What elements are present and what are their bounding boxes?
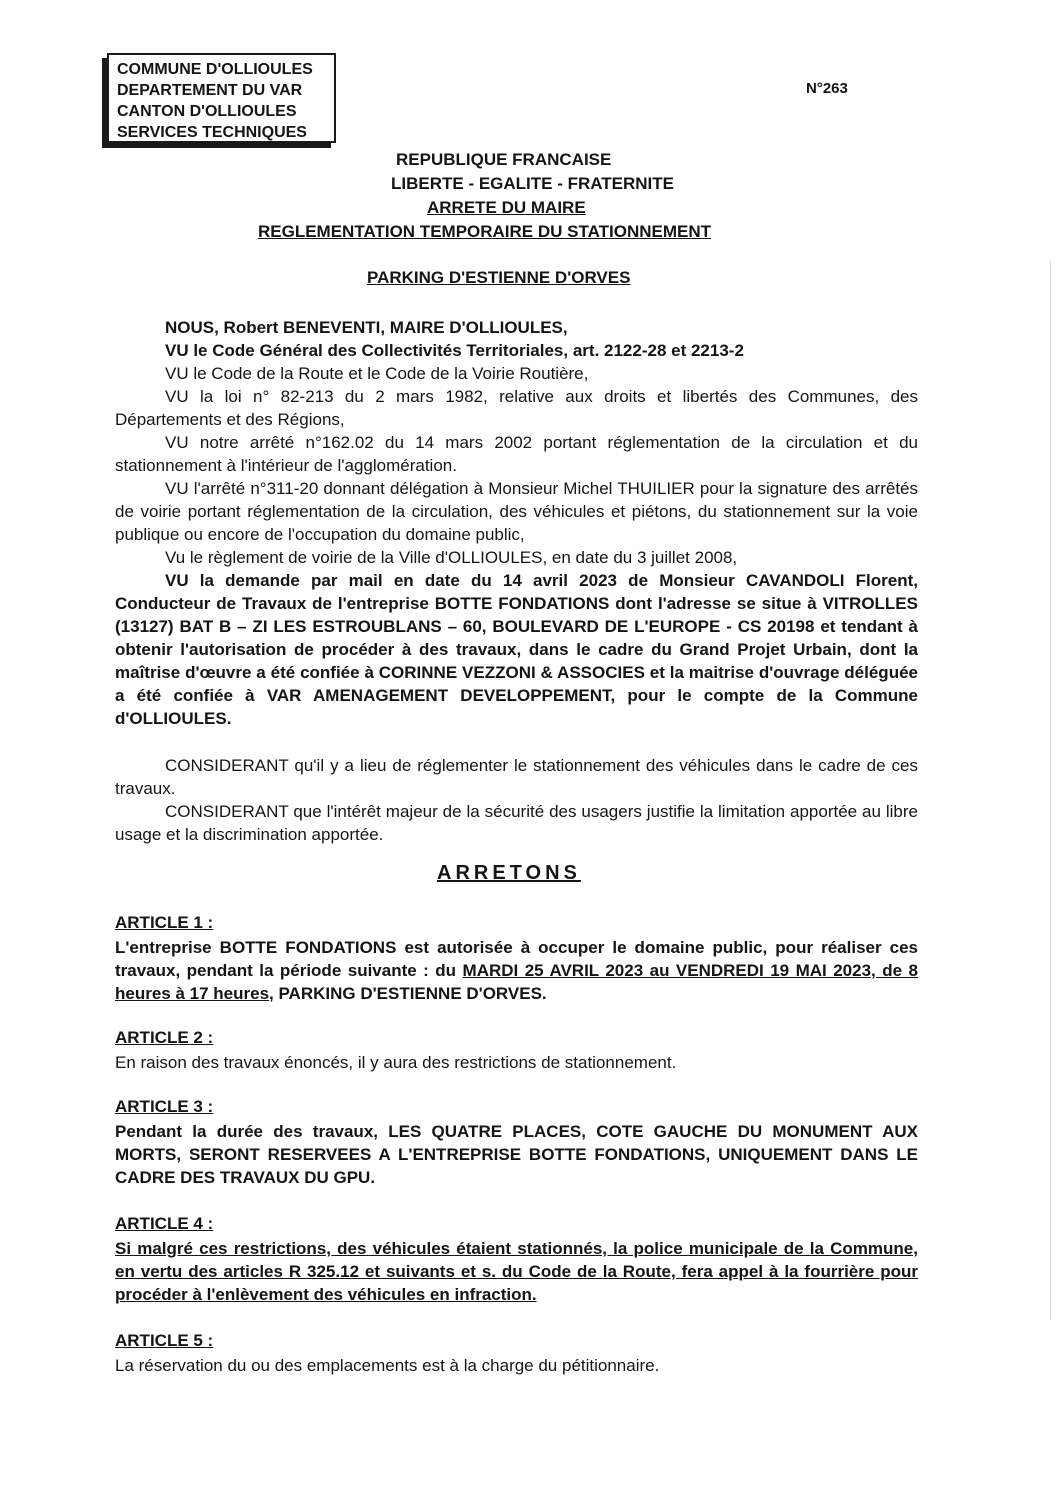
article-4-text: Si malgré ces restrictions, des véhicules étaient stationnés, la police municipale de la Commune, en vertu des articles R 325.12 et suivants et s. du Code de la Route, fera appel à la fourrière pour procéder à l'enlèvement des véhicules en infraction. (115, 1239, 918, 1304)
preamble-vu-loi: VU la loi n° 82-213 du 2 mars 1982, relative aux droits et libertés des Communes, des Départements et des Régions, (115, 387, 918, 429)
preamble-considerant-2: CONSIDERANT que l'intérêt majeur de la sécurité des usagers justifie la limitation apportée au libre usage et la discrimination apportée. (115, 802, 918, 844)
commune-header-box (107, 53, 336, 143)
article-1-text-start: L'entreprise BOTTE FONDATIONS est autorisée à occuper le domaine public, pour réaliser ces travaux, pendant la période suivante : du (115, 938, 918, 980)
article-1-period: MARDI 25 AVRIL 2023 au VENDREDI 19 MAI 2023, de 8 heures à 17 heures (115, 961, 918, 1003)
title-objet: REGLEMENTATION TEMPORAIRE DU STATIONNEMENT (258, 222, 712, 241)
title-lieu: PARKING D'ESTIENNE D'ORVES (367, 268, 631, 287)
preamble-considerant-1: CONSIDERANT qu'il y a lieu de réglementer le stationnement des véhicules dans le cadre de ces travaux. (115, 756, 918, 798)
article-5-heading: ARTICLE 5 : (115, 1331, 214, 1350)
title-arrete: ARRETE DU MAIRE (427, 198, 586, 217)
article-1-text (115, 936, 918, 1005)
header-line-services: SERVICES TECHNIQUES (117, 124, 307, 141)
title-devise: LIBERTE - EGALITE - FRATERNITE (391, 174, 675, 193)
article-2-text: En raison des travaux énoncés, il y aura des restrictions de stationnement. (115, 1053, 677, 1072)
article-5-text: La réservation du ou des emplacements est à la charge du pétitionnaire. (115, 1356, 660, 1375)
preamble-nous: NOUS, Robert BENEVENTI, MAIRE D'OLLIOULES, (165, 318, 568, 337)
preamble-vu-arrete-311: VU l'arrêté n°311-20 donnant délégation à Monsieur Michel THUILIER pour la signature des arrêtés de voirie portant réglementation de la circulation, des véhicules et piétons, du stationnement sur la voie publique ou encore de l'occupation du domaine public, (115, 479, 918, 544)
header-line-canton: CANTON D'OLLIOULES (117, 103, 297, 120)
article-4-heading: ARTICLE 4 : (115, 1214, 214, 1233)
article-1-text-end: , PARKING D'ESTIENNE D'ORVES. (269, 984, 547, 1003)
header-line-commune: COMMUNE D'OLLIOULES (117, 61, 313, 78)
header-line-departement: DEPARTEMENT DU VAR (117, 82, 303, 99)
preamble-vu-cgct: VU le Code Général des Collectivités Territoriales, art. 2122-28 et 2213-2 (165, 341, 744, 360)
arretons-heading: ARRETONS (437, 862, 581, 884)
article-3-text: Pendant la durée des travaux, LES QUATRE PLACES, COTE GAUCHE DU MONUMENT AUX MORTS, SERONT RESERVEES A L'ENTREPRISE BOTTE FONDATIONS, UNIQUEMENT DANS LE CADRE DES TRAVAUX DU GPU. (115, 1122, 918, 1187)
arrete-number: N°263 (806, 80, 848, 97)
preamble-vu-reglement: Vu le règlement de voirie de la Ville d'OLLIOULES, en date du 3 juillet 2008, (165, 548, 738, 567)
article-2-heading: ARTICLE 2 : (115, 1028, 214, 1047)
article-1-heading: ARTICLE 1 : (115, 913, 214, 932)
preamble-vu-code-route: VU le Code de la Route et le Code de la Voirie Routière, (165, 364, 589, 383)
scan-edge-line (1050, 260, 1051, 1320)
article-3-heading: ARTICLE 3 : (115, 1097, 214, 1116)
title-republique: REPUBLIQUE FRANCAISE (396, 150, 612, 169)
preamble-vu-demande: VU la demande par mail en date du 14 avril 2023 de Monsieur CAVANDOLI Florent, Conducteur de Travaux de l'entreprise BOTTE FONDATIONS dont l'adresse se situe à VITROLLES (13127) BAT B – ZI LES ESTROUBLANS – 60, BOULEVARD DE L'EUROPE - CS 20198 et tendant à obtenir l'autorisation de procéder à des travaux, dans le cadre du Grand Projet Urbain, dont la maîtrise d'œuvre a été confiée à CORINNE VEZZONI & ASSOCIES et la maitrise d'ouvrage déléguée a été confiée à VAR AMENAGEMENT DEVELOPPEMENT, pour le compte de la Commune d'OLLIOULES. (115, 571, 918, 728)
preamble-vu-arrete-162: VU notre arrêté n°162.02 du 14 mars 2002 portant réglementation de la circulation et du stationnement à l'intérieur de l'agglomération. (115, 433, 918, 475)
